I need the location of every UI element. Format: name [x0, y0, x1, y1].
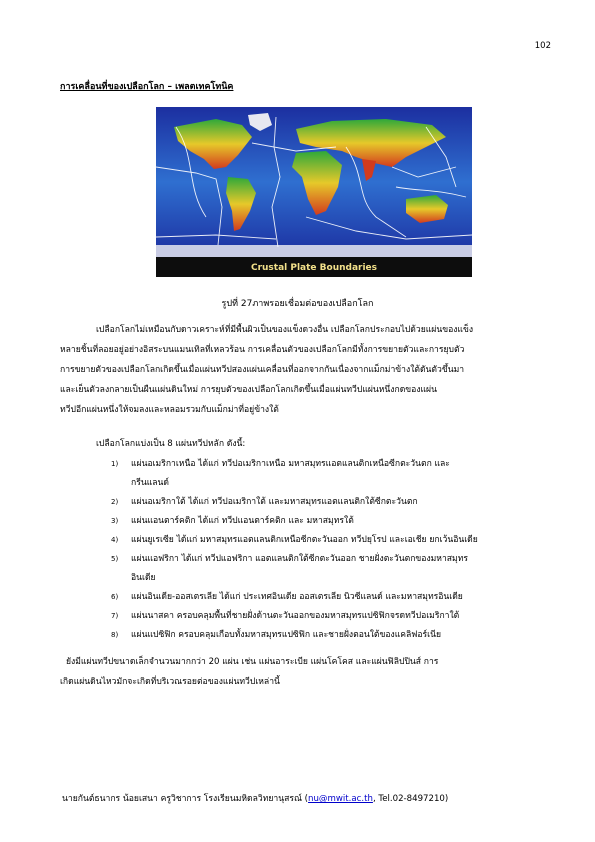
page-number: 102 — [534, 41, 551, 51]
list-text: แผ่นอเมริกาเหนือ ได้แก่ ทวีปอเมริกาเหนือ มหาสมุทรแอตแลนติกเหนือซีกตะวันตก และ — [131, 459, 450, 469]
list-number: 1) — [111, 460, 119, 468]
plates-intro: เปลือกโลกแบ่งเป็น 8 แผ่นทวีปหลัก ดังนี้: — [96, 439, 246, 449]
list-number: 5) — [111, 555, 119, 563]
list-item — [111, 626, 571, 645]
section-heading: การเคลื่อนที่ของเปลือกโลก – เพลตเทคโทนิค — [60, 82, 234, 92]
list-number: 8) — [111, 631, 119, 639]
list-item — [111, 550, 571, 588]
plate-boundaries-figure — [156, 107, 472, 277]
paragraph-line: และเย็นตัวลงกลายเป็นผืนแผ่นดินใหม่ การยุบตัวของเปลือกโลกเกิดขึ้นเมื่อแผ่นทวีปแผ่นหนึ่งกดของแผ่น — [60, 385, 437, 395]
list-number: 3) — [111, 517, 119, 525]
paragraph-line: ยังมีแผ่นทวีปขนาดเล็กจำนวนมากกว่า 20 แผ่น เช่น แผ่นอาระเบีย แผ่นโคโคส และแผ่นฟิลิปปินส์ การ — [66, 657, 439, 667]
list-number: 7) — [111, 612, 119, 620]
list-number: 2) — [111, 498, 119, 506]
paragraph-line: เกิดแผ่นดินไหวมักจะเกิดที่บริเวณรอยต่อของแผ่นทวีปเหล่านี้ — [60, 677, 280, 687]
list-item — [111, 588, 571, 607]
footer-author: นายกันต์ธนากร น้อยเสนา ครูวิชาการ โรงเรียนมหิดลวิทยานุสรณ์ ( — [62, 794, 309, 804]
list-item — [111, 607, 571, 626]
list-text: แผ่นอเมริกาใต้ ได้แก่ ทวีปอเมริกาใต้ และมหาสมุทรแอตแลนติกใต้ซีกตะวันตก — [131, 497, 418, 507]
list-item — [111, 512, 571, 531]
list-text: อินเดีย — [131, 573, 156, 583]
footer-email-link[interactable]: nu@mwit.ac.th — [308, 794, 373, 804]
paragraph-line: การขยายตัวของเปลือกโลกเกิดขึ้นเมื่อแผ่นทวีปสองแผ่นเคลื่อนที่ออกจากกันเนื่องจากแม็กม่าข้างใต้ดันตัวขึ้นมา — [60, 365, 465, 375]
list-item — [111, 455, 571, 493]
closing-paragraph — [60, 652, 438, 692]
paragraph-line: ทวีปอีกแผ่นหนึ่งให้จมลงและหลอมรวมกับแม็กม่าที่อยู่ข้างใต้ — [60, 405, 279, 415]
list-text: แผ่นแปซิฟิก ครอบคลุมเกือบทั้งมหาสมุทรแปซิฟิก และชายฝั่งตอนใต้ของแคลิฟอร์เนีย — [131, 630, 442, 640]
list-text: แผ่นยูเรเซีย ได้แก่ มหาสมุทรแอตแลนติกเหนือซีกตะวันออก ทวีปยุโรป และเอเชีย ยกเว้นอินเดีย — [131, 535, 478, 545]
list-text: แผ่นนาสคา ครอบคลุมพื้นที่ชายฝั่งด้านตะวันออกของมหาสมุทรแปซิฟิกจรดทวีปอเมริกาใต้ — [131, 611, 460, 621]
list-number: 6) — [111, 593, 119, 601]
list-item — [111, 493, 571, 512]
world-map-image — [156, 107, 472, 277]
list-text: แผ่นอินเดีย-ออสเตรเลีย ได้แก่ ประเทศอินเดีย ออสเตรเลีย นิวซีแลนด์ และมหาสมุทรอินเดีย — [131, 592, 463, 602]
figure-label: Crustal Plate Boundaries — [250, 263, 378, 273]
paragraph-line: หลายชิ้นที่ลอยอยู่อย่างอิสระบนแมนเทิลที่เหลวร้อน การเคลื่อนตัวของเปลือกโลกมีทั้งการขยายตัวและการยุบตัว — [60, 345, 465, 355]
list-text: แผ่นแอนตาร์คติก ได้แก่ ทวีปแอนตาร์คติก และ มหาสมุทรใต้ — [131, 516, 354, 526]
paragraph-1 — [60, 320, 560, 420]
figure-caption: รูปที่ 27ภาพรอยเชื่อมต่อของเปลือกโลก — [221, 299, 374, 309]
list-text: แผ่นแอฟริกา ได้แก่ ทวีปแอฟริกา แอตแลนติกใต้ซีกตะวันออก ชายฝั่งตะวันตกของมหาสมุทร — [131, 554, 468, 564]
list-text: กรีนแลนด์ — [131, 478, 169, 488]
plates-list — [111, 455, 571, 645]
list-number: 4) — [111, 536, 119, 544]
list-item — [111, 531, 571, 550]
paragraph-line: เปลือกโลกไม่เหมือนกับดาวเคราะห์ที่มีพื้นผิวเป็นของแข็งดวงอื่น เปลือกโลกประกอบไปด้วยแผ่นของแข็ง — [96, 325, 474, 335]
footer — [62, 791, 448, 805]
footer-phone: , Tel.02-8497210) — [372, 794, 449, 804]
